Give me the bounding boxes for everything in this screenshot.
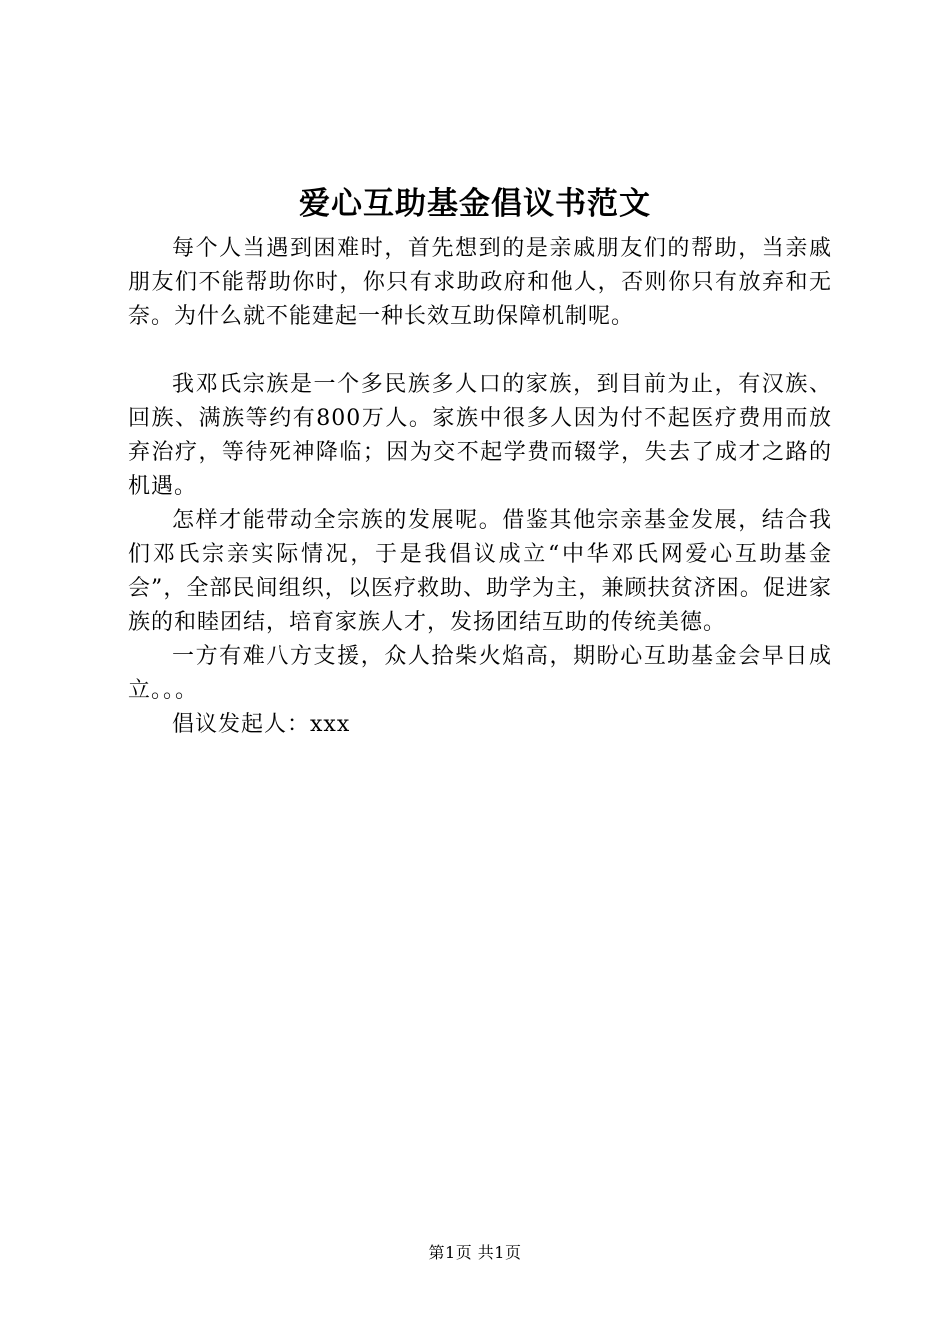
paragraph-spacer [128,334,832,368]
document-title: 爱心互助基金倡议书范文 [299,186,651,222]
paragraph-clan: 我邓氏宗族是一个多民族多人口的家族，到目前为止，有汉族、回族、满族等约有800万人。家族中很多人因为付不起医疗费用而放弃治疗，等待死神降临；因为交不起学费而辍学，失去了成才之路的机遇。 [128,372,832,499]
paragraph-intro: 每个人当遇到困难时，首先想到的是亲戚朋友们的帮助，当亲戚朋友们不能帮助你时，你只有求助政府和他人，否则你只有放弃和无奈。为什么就不能建起一种长效互助保障机制呢。 [128,236,832,329]
page-footer: 第1页 共1页 [428,1243,522,1262]
paragraph-proposal: 怎样才能带动全宗族的发展呢。借鉴其他宗亲基金发展，结合我们邓氏宗亲实际情况，于是我倡议成立“中华邓氏网爱心互助基金会”，全部民间组织，以医疗救助、助学为主，兼顾扶贫济困。促进家族的和睦团结，培育家族人才，发扬团结互助的传统美德。 [128,508,832,635]
paragraph-signature: 倡议发起人：xxx [172,712,351,737]
document-body [128,232,832,742]
paragraph-appeal: 一方有难八方支援，众人拾柴火焰高，期盼心互助基金会早日成立。。。 [128,644,832,703]
